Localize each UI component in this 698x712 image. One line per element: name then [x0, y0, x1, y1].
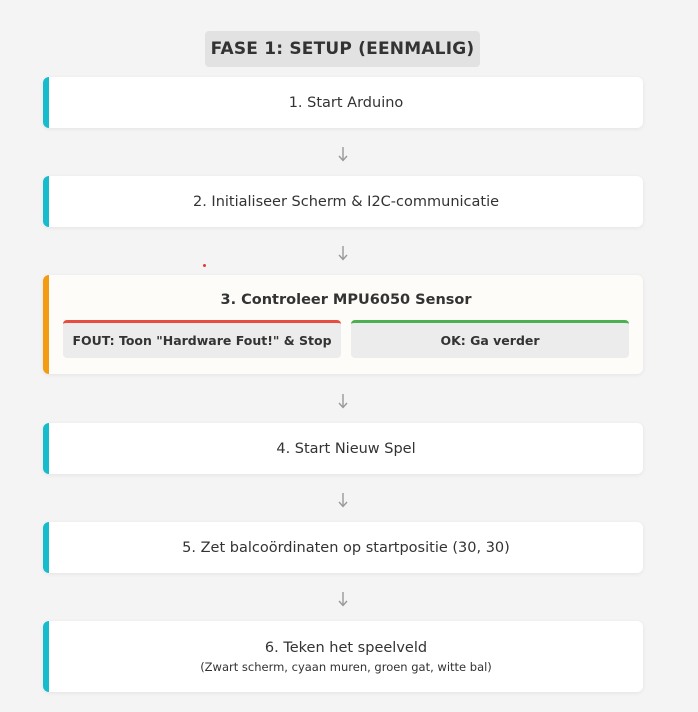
arrow-down-icon — [336, 591, 350, 607]
arrow-down-icon — [336, 146, 350, 162]
arrow-down-icon — [336, 492, 350, 508]
step-label: 5. Zet balcoördinaten op startpositie (30, 30) — [182, 539, 510, 556]
step-6 — [43, 621, 643, 692]
step-sublabel: (Zwart scherm, cyaan muren, groen gat, witte bal) — [200, 659, 492, 674]
step-label: 4. Start Nieuw Spel — [276, 440, 416, 457]
step-label: 2. Initialiseer Scherm & I2C-communicatie — [192, 193, 500, 210]
branch-ok-label: OK: Ga verder — [440, 333, 540, 348]
step-label: 1. Start Arduino — [288, 94, 404, 111]
arrow-down-icon — [336, 393, 350, 409]
step-label: 3. Controleer MPU6050 Sensor — [220, 292, 472, 308]
step-5 — [43, 522, 643, 573]
step-3 — [43, 275, 643, 374]
marker-dot — [203, 264, 206, 267]
step-4 — [43, 423, 643, 474]
branch-group — [63, 320, 629, 358]
step-label: 6. Teken het speelveld — [264, 639, 428, 656]
branch-fail — [63, 320, 341, 358]
step-2 — [43, 176, 643, 227]
step-1 — [43, 77, 643, 128]
phase-title: FASE 1: SETUP (EENMALIG) — [205, 31, 480, 67]
branch-fail-label: FOUT: Toon "Hardware Fout!" & Stop — [72, 333, 332, 348]
arrow-down-icon — [336, 245, 350, 261]
branch-ok — [351, 320, 629, 358]
